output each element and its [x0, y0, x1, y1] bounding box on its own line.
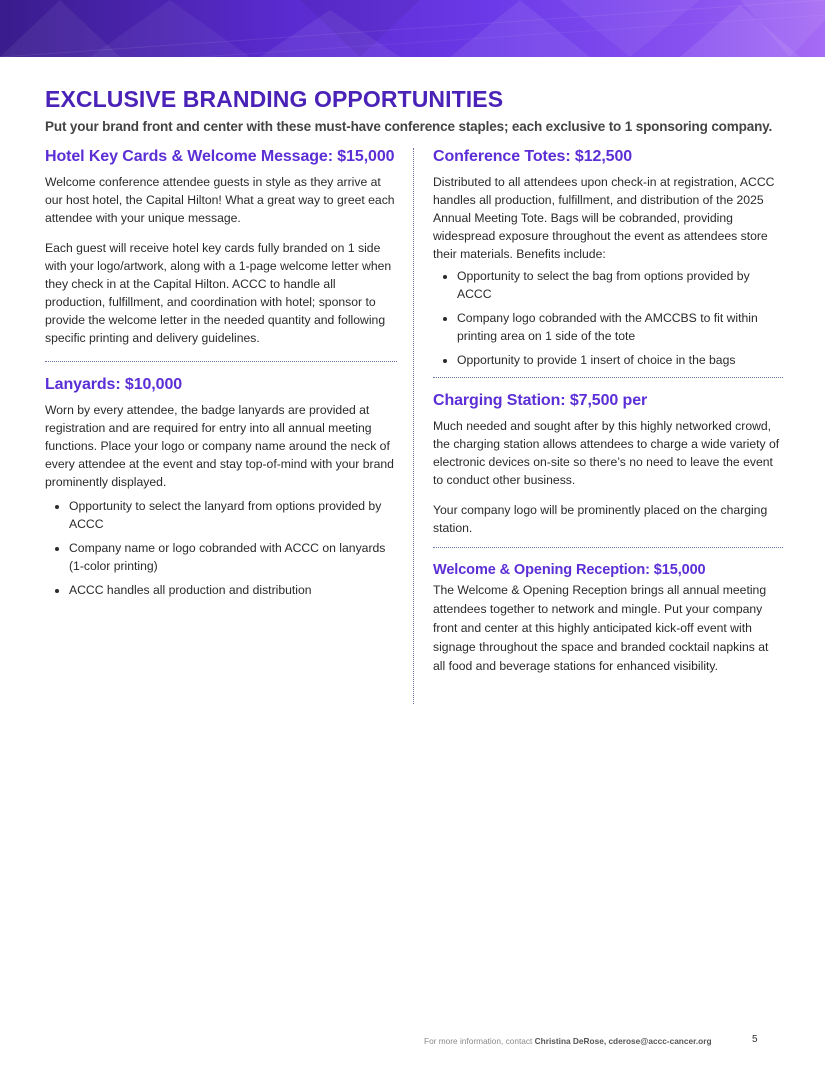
list-item: • Company logo cobranded with the AMCCBS to fit within printing area on 1 side of the tote — [457, 309, 783, 345]
list-item: • ACCC handles all production and distribution — [69, 581, 397, 599]
welcome-reception-heading: Welcome & Opening Reception: $15,000 — [433, 562, 706, 578]
charging-station-heading: Charging Station: $7,500 per — [433, 392, 648, 409]
hotel-key-cards-heading: Hotel Key Cards & Welcome Message: $15,000 — [45, 148, 395, 165]
page-title: EXCLUSIVE BRANDING OPPORTUNITIES — [45, 86, 504, 112]
page-number: 5 — [752, 1034, 758, 1045]
list-item: • Opportunity to provide 1 insert of choice in the bags — [457, 351, 783, 369]
conference-totes-paragraph: Distributed to all attendees upon check-in at registration, ACCC handles all production, fulfillment, and distribution of the 2025 Annual Meeting Tote. Bags will be cobranded, providing widespread exposure throughout the event as attendees store their materials. Benefits include: — [433, 175, 775, 261]
header-banner — [0, 0, 825, 57]
totes-benefits-list — [433, 267, 783, 369]
lanyards-section — [45, 376, 397, 599]
left-column — [45, 148, 397, 605]
lanyards-heading: Lanyards: $10,000 — [45, 376, 183, 393]
charging-station-paragraph-2: Your company logo will be prominently placed on the charging station. — [433, 503, 768, 535]
footer-prefix: For more information, contact — [424, 1036, 535, 1046]
footer-contact — [424, 1036, 712, 1046]
welcome-reception-section — [433, 562, 783, 676]
banner-pattern — [0, 0, 825, 57]
hotel-key-cards-section — [45, 148, 397, 347]
column-divider — [413, 148, 414, 704]
list-item: • Opportunity to select the bag from options provided by ACCC — [457, 267, 783, 303]
section-divider — [433, 377, 783, 378]
page-subtitle: Put your brand front and center with these must-have conference staples; each exclusive to 1 sponsoring company. — [45, 119, 773, 134]
hotel-key-cards-paragraph-2: Each guest will receive hotel key cards fully branded on 1 side with your logo/artwork, along with a 1-page welcome letter when they check in at the Capital Hilton. ACCC to handle all production, fulfillment, and coordination with hotel; sponsor to provide the welcome letter in the needed quantity and following specific printing and delivery guidelines. — [45, 241, 392, 345]
conference-totes-heading: Conference Totes: $12,500 — [433, 148, 633, 165]
section-divider — [433, 547, 783, 548]
welcome-reception-paragraph: The Welcome & Opening Reception brings all annual meeting attendees together to network and mingle. Put your company front and center at this highly anticipated kick-off event with signage throughout the space and branded cocktail napkins at all food and beverage stations for enhanced visibility. — [433, 583, 769, 673]
right-column — [433, 148, 783, 688]
conference-totes-section — [433, 148, 783, 369]
charging-station-section — [433, 392, 783, 537]
lanyards-benefits-list — [45, 497, 397, 599]
footer-contact-name: Christina DeRose, cderose@accc-cancer.org — [534, 1036, 712, 1046]
list-item: • Opportunity to select the lanyard from options provided by ACCC — [69, 497, 397, 533]
hotel-key-cards-paragraph-1: Welcome conference attendee guests in style as they arrive at our host hotel, the Capital Hilton! What a great way to greet each attendee with your unique message. — [45, 175, 395, 225]
charging-station-paragraph-1: Much needed and sought after by this highly networked crowd, the charging station allows attendees to charge a wide variety of electronic devices on-site so there’s no need to leave the event to conduct other business. — [433, 419, 780, 487]
list-item: • Company name or logo cobranded with ACCC on lanyards (1-color printing) — [69, 539, 397, 575]
section-divider — [45, 361, 397, 362]
lanyards-paragraph: Worn by every attendee, the badge lanyards are provided at registration and are required for entry into all annual meeting functions. Place your logo or company name around the neck of every attendee at the event and stay top-of-mind with your brand prominently displayed. — [45, 403, 394, 489]
